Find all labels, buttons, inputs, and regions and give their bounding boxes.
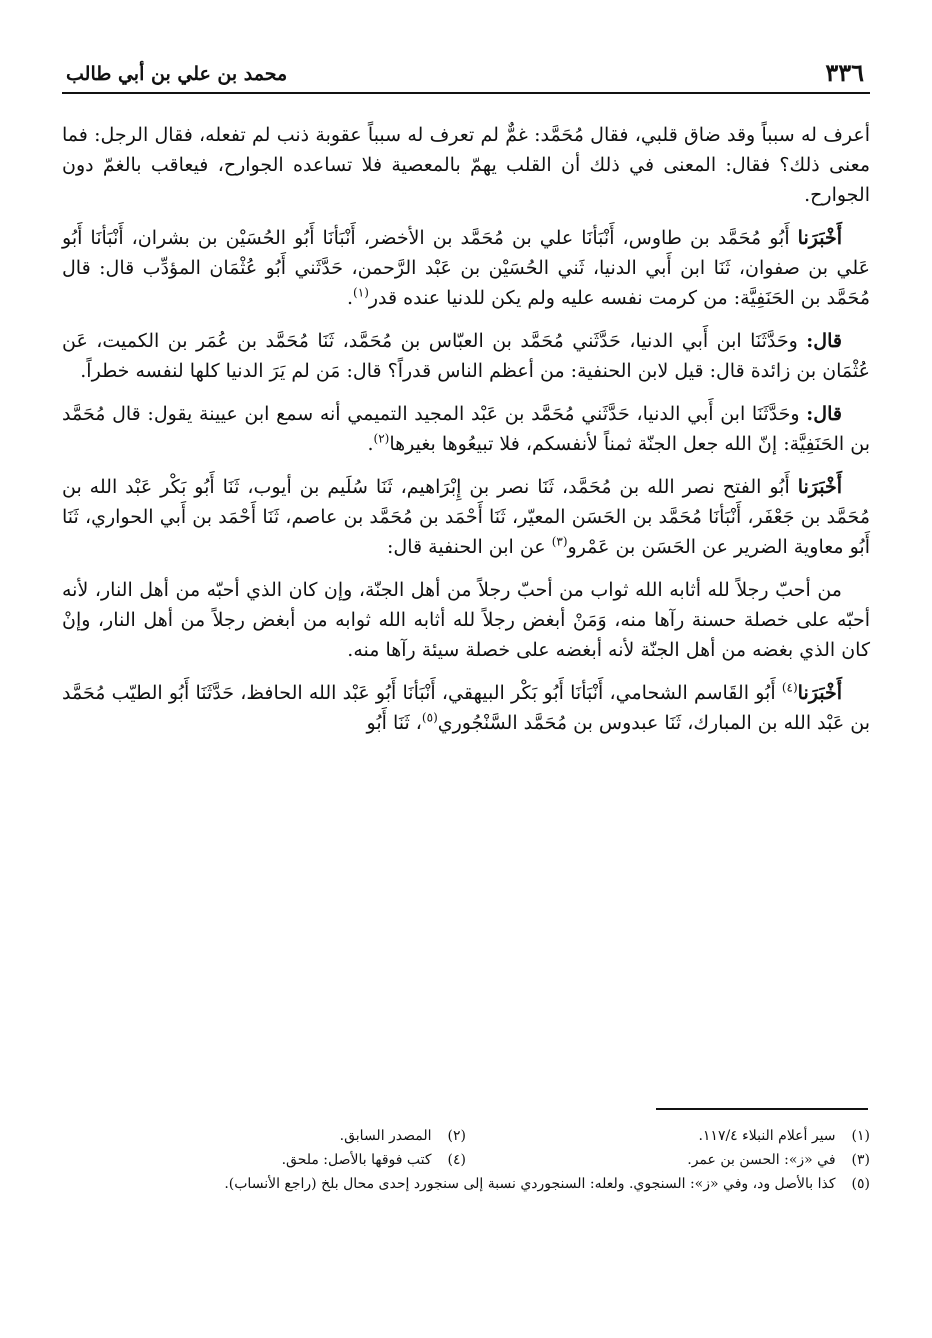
- lead-word: أَخْبَرَنا: [797, 227, 842, 249]
- footnote-number: (٢): [447, 1128, 466, 1144]
- paragraph-text: أعرف له سبباً وقد ضاق قلبي، فقال مُحَمَّد: غمٌّ لم تعرف له سبباً عقوبة ذنب لم تفعله، فقال الرجل: فما معنى ذلك؟ فقال: المعنى في ذلك أن القلب يهمّ بالمعصية فلا تساعده الجوارح، فيعاقب بالغمّ دون الجوارح.: [62, 124, 870, 206]
- paragraph-text: وحَدَّثَنَا ابن أَبي الدنيا، حَدَّثَني مُحَمَّد بن العبّاس بن مُحَمَّد، ثَنَا مُحَمَّد بن عُمَر بن الكميت، عَن عُثْمَان بن زائدة قال: قيل لابن الحنفية: من أعظم الناس قدراً؟ قال: مَن لم يَرَ الدنيا كلها لنفسه خطراً.: [62, 330, 870, 382]
- footnote-row: [62, 1172, 870, 1196]
- lead-word: أَخْبَرَنا: [797, 476, 843, 498]
- paragraph-4: [62, 399, 870, 459]
- footnote-number: (١): [851, 1128, 870, 1144]
- paragraph-2: [62, 223, 870, 313]
- paragraph-7: [62, 678, 870, 738]
- header-rule: [62, 92, 870, 94]
- lead-word: قال:: [806, 403, 842, 425]
- footnote-ref-5[interactable]: (٥): [421, 710, 438, 725]
- lead-word: قال:: [806, 330, 842, 352]
- paragraph-text: من أحبّ رجلاً لله أثابه الله ثواب من أحبّ رجلاً من أهل الجنّة، وإن كان الذي أحبّه من أهل النار، لأنه أحبّه على خصلة حسنة رآها منه، وَمَنْ أبغض رجلاً لله أثابه الله ثوابه من أبغض رجلاً من أهل النار، وإنْ كان الذي بغضه من أهل الجنّة لأنه أبغضه على خصلة سيئة رآها منه.: [62, 579, 870, 661]
- footnote-3: [466, 1148, 870, 1172]
- paragraph-text: وحَدَّثَنَا ابن أَبي الدنيا، حَدَّثَني مُحَمَّد بن عَبْد المجيد التميمي أنه سمع ابن عيينة يقول: قال مُحَمَّد بن الحَنَفِيَّة: إنّ الله جعل الجنّة ثمناً لأنفسكم، فلا تبيعُوها بغيرها: [62, 403, 870, 455]
- footnote-number: (٣): [851, 1152, 870, 1168]
- paragraph-tail: عن ابن الحنفية قال:: [387, 536, 552, 558]
- footnote-text: في «ز»: الحسن بن عمر.: [687, 1152, 836, 1168]
- footnote-rule: [656, 1108, 868, 1110]
- footnote-4: [62, 1148, 466, 1172]
- footnote-ref-4[interactable]: (٤): [781, 680, 798, 695]
- paragraph-1: [62, 120, 870, 210]
- paragraph-tail: .: [347, 287, 354, 309]
- footnote-1: [466, 1124, 870, 1148]
- lead-word: أَخْبَرَنا: [797, 682, 842, 704]
- footnote-text: سير أعلام النبلاء ١١٧/٤.: [698, 1128, 836, 1144]
- footnote-ref-2[interactable]: (٢): [373, 431, 390, 446]
- body-text: [62, 120, 870, 751]
- paragraph-6: [62, 575, 870, 665]
- page-number: ٣٣٦: [825, 58, 864, 87]
- footnote-2: [62, 1124, 466, 1148]
- footnote-ref-1[interactable]: (١): [353, 285, 369, 300]
- footnote-number: (٥): [851, 1176, 870, 1192]
- footnote-ref-3[interactable]: (٣): [551, 534, 568, 549]
- footnotes: [62, 1124, 870, 1196]
- footnote-text: كتب فوقها بالأصل: ملحق.: [281, 1152, 432, 1168]
- footnote-5: [62, 1172, 870, 1196]
- footnote-row: [62, 1148, 870, 1172]
- running-header: [62, 58, 870, 88]
- paragraph-5: [62, 472, 870, 562]
- paragraph-text: أَبُو مُحَمَّد بن طاوس، أَنْبَأنَا علي بن مُحَمَّد بن الأخضر، أَنْبَأنَا أَبُو الحُسَيْن بن بشران، أَنْبَأنَا أَبُو عَلي بن صفوان، ثَنَا ابن أَبي الدنيا، ثَني الحُسَيْن بن عَبْد الرَّحمن، حَدَّثَني أَبُو عُثْمَان المؤدِّب قال: قال مُحَمَّد بن الحَنَفِيَّة: من كرمت نفسه عليه ولم يكن للدنيا عنده قدر: [62, 227, 870, 309]
- footnote-row: [62, 1124, 870, 1148]
- paragraph-tail: ، ثَنَا أَبُو: [366, 712, 422, 734]
- paragraph-tail: .: [367, 433, 374, 455]
- paragraph-text: أَبُو القَاسم الشحامي، أَنْبَأنَا أَبُو بَكْر البيهقي، أَنْبَأنَا أَبُو عَبْد الله الحافظ، حَدَّثَنَا أَبُو الطيّب مُحَمَّد بن عَبْد الله بن المبارك، ثَنَا عبدوس بن مُحَمَّد السَّنْجُوري: [62, 682, 870, 734]
- running-title: محمد بن علي بن أبي طالب: [66, 63, 288, 85]
- paragraph-text: أَبُو الفتح نصر الله بن مُحَمَّد، ثَنَا نصر بن إِبْرَاهيم، ثَنَا سُلَيم بن أيوب، ثَنَا أَبُو بَكْر عَبْد الله بن مُحَمَّد بن جَعْفَر، أَنْبَأنَا مُحَمَّد بن الحَسَن المعيّر، ثَنَا أَحْمَد بن مُحَمَّد بن عاصم، ثَنَا أَحْمَد بن أَبي الحواري، ثَنَا أَبُو معاوية الضرير عن الحَسَن بن عَمْرو: [62, 476, 870, 558]
- paragraph-3: [62, 326, 870, 386]
- footnote-text: كذا بالأصل ود، وفي «ز»: السنجوي. ولعله: السنجوردي نسبة إلى سنجورد إحدى محال بلخ (راجع الأنساب).: [224, 1176, 836, 1192]
- footnote-number: (٤): [447, 1152, 466, 1168]
- footnote-text: المصدر السابق.: [339, 1128, 432, 1144]
